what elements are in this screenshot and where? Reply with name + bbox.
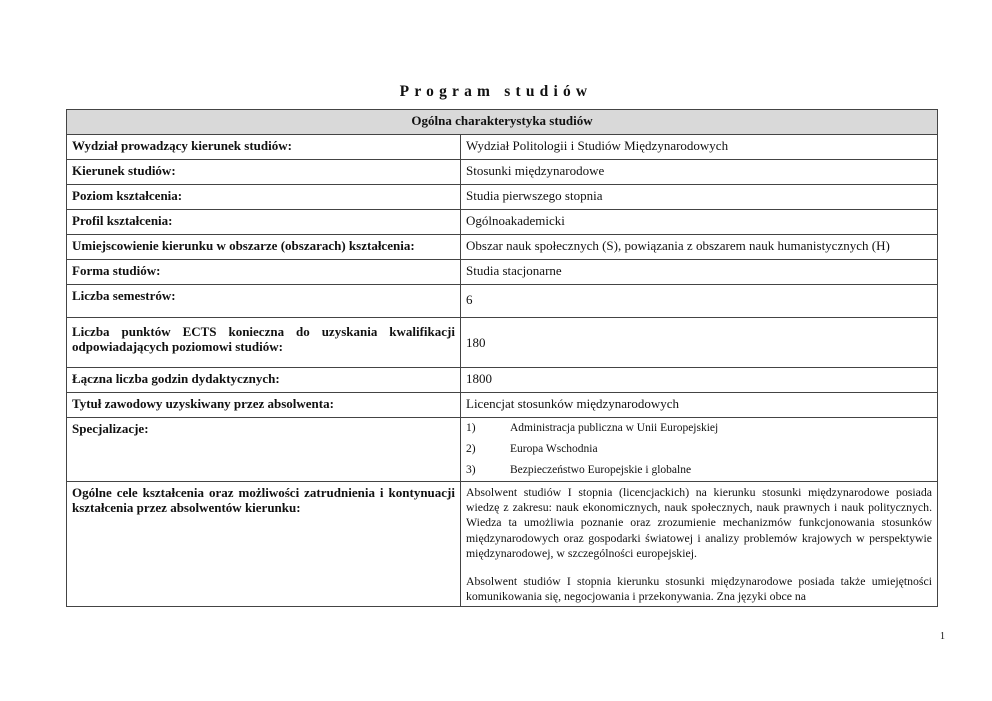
- row-value-level: Studia pierwszego stopnia: [461, 185, 938, 210]
- row-value-form: Studia stacjonarne: [461, 260, 938, 285]
- goals-paragraph-2: Absolwent studiów I stopnia kierunku stosunki międzynarodowe posiada także umiejętności komunikowania się, negocjowania i przekonywania. Zna języki obce na: [466, 574, 933, 604]
- row-label-hours: Łączna liczba godzin dydaktycznych:: [67, 368, 461, 393]
- table-row: [67, 235, 938, 260]
- goals-description: [461, 482, 938, 607]
- row-value-faculty: Wydział Politologii i Studiów Międzynarodowych: [461, 135, 938, 160]
- table-row: [67, 285, 938, 318]
- row-label-profile: Profil kształcenia:: [67, 210, 461, 235]
- table-row: [67, 260, 938, 285]
- list-item-text: Europa Wschodnia: [510, 443, 598, 455]
- list-item: [466, 421, 932, 442]
- table-row: [67, 185, 938, 210]
- row-label-faculty: Wydział prowadzący kierunek studiów:: [67, 135, 461, 160]
- row-value-area: Obszar nauk społecznych (S), powiązania z obszarem nauk humanistycznych (H): [461, 235, 938, 260]
- list-item-text: Administracja publiczna w Unii Europejskiej: [510, 422, 719, 434]
- list-item: [466, 463, 932, 481]
- row-value-title: Licencjat stosunków międzynarodowych: [461, 393, 938, 418]
- table-row: [67, 210, 938, 235]
- page-title: Program studiów: [399, 83, 593, 100]
- table-row: [67, 393, 938, 418]
- list-item-number: 1): [466, 422, 476, 434]
- table-header: Ogólna charakterystyka studiów: [67, 110, 938, 135]
- study-program-table: [66, 109, 938, 607]
- row-label-goals: Ogólne cele kształcenia oraz możliwości zatrudnienia i kontynuacji kształcenia przez absolwentów kierunku:: [67, 482, 461, 607]
- row-label-field: Kierunek studiów:: [67, 160, 461, 185]
- list-item: [466, 442, 932, 463]
- row-value-semesters: 6: [461, 285, 938, 318]
- specializations-list: [461, 418, 938, 482]
- list-item-number: 3): [466, 464, 476, 476]
- row-label-title: Tytuł zawodowy uzyskiwany przez absolwenta:: [67, 393, 461, 418]
- table-row: [67, 160, 938, 185]
- table-row: [67, 418, 938, 482]
- row-label-area: Umiejscowienie kierunku w obszarze (obszarach) kształcenia:: [67, 235, 461, 260]
- row-label-specializations: Specjalizacje:: [67, 418, 461, 482]
- row-label-level: Poziom kształcenia:: [67, 185, 461, 210]
- row-value-field: Stosunki międzynarodowe: [461, 160, 938, 185]
- row-label-form: Forma studiów:: [67, 260, 461, 285]
- list-item-number: 2): [466, 443, 476, 455]
- row-label-ects: Liczba punktów ECTS konieczna do uzyskania kwalifikacji odpowiadających poziomowi studiów:: [67, 318, 461, 368]
- table-row: [67, 135, 938, 160]
- table-row: [67, 368, 938, 393]
- row-label-semesters: Liczba semestrów:: [67, 285, 461, 318]
- list-item-text: Bezpieczeństwo Europejskie i globalne: [510, 464, 692, 476]
- table-row: [67, 482, 938, 607]
- goals-paragraph-1: Absolwent studiów I stopnia (licencjackich) na kierunku stosunki międzynarodowe posiada wiedzę z zakresu: nauk ekonomicznych, nauk społecznych, nauk prawnych i nauk politycznych. Wiedza ta umożliwia poznanie oraz zrozumienie mechanizmów funkcjonowania stosunków międzynarodowych oraz gospodarki światowej i analizy problemów krajowych w perspektywie międzynarodowej, w szczególności europejskiej.: [466, 485, 933, 560]
- row-value-ects: 180: [461, 318, 938, 368]
- table-row: [67, 318, 938, 368]
- row-value-hours: 1800: [461, 368, 938, 393]
- page-number: 1: [940, 631, 945, 642]
- row-value-profile: Ogólnoakademicki: [461, 210, 938, 235]
